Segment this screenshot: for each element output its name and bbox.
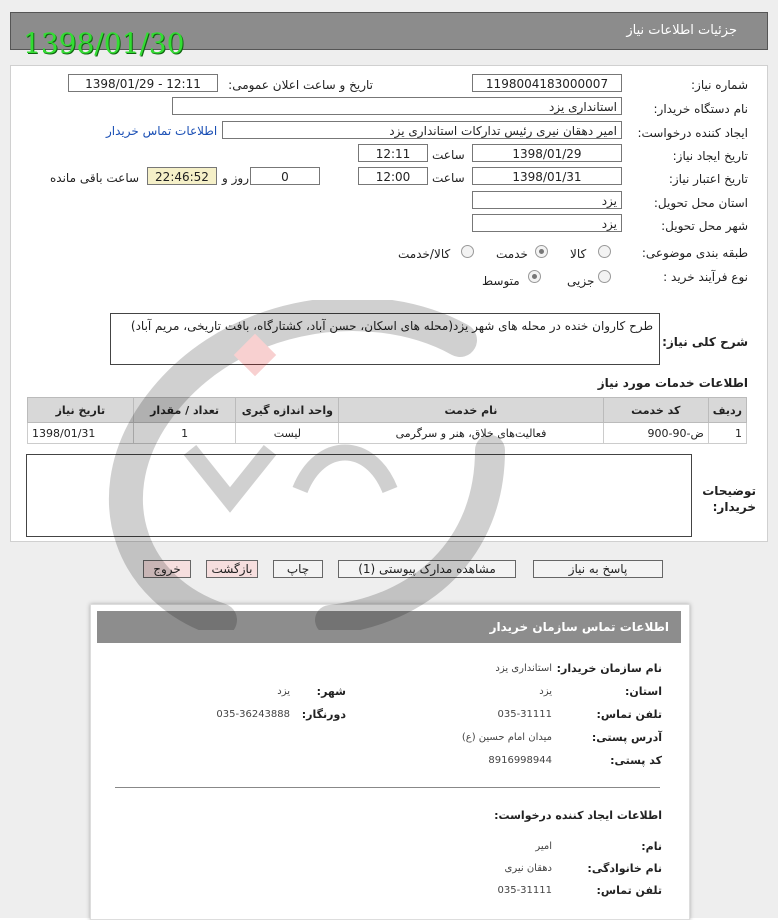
valid-date-field[interactable]: 1398/01/31: [472, 167, 622, 185]
col-qty: تعداد / مقدار: [133, 398, 236, 423]
contact-card-title: اطلاعات تماس سازمان خریدار: [489, 620, 669, 634]
need-number-label: شماره نیاز:: [691, 78, 748, 92]
creator-phone-value: 035-31111: [497, 885, 552, 896]
creator-name-label: نام:: [641, 840, 662, 853]
buyer-notes-textarea[interactable]: [26, 454, 692, 537]
process-option-medium: متوسط: [482, 274, 520, 288]
remaining-time-field: 22:46:52: [147, 167, 217, 185]
contact-card-header: [97, 611, 681, 643]
exit-button[interactable]: خروج: [143, 560, 191, 578]
contact-phone-value: 035-31111: [497, 709, 552, 720]
contact-city-value: یزد: [277, 686, 290, 697]
process-radio-medium[interactable]: [528, 270, 541, 283]
cell-name: فعالیت‌های خلاق، هنر و سرگرمی: [339, 423, 604, 444]
description-textarea[interactable]: طرح کاروان خنده در محله های شهر یزد(محله های اسکان، حسن آباد، کشتارگاه، بافت تاریخی، مریم آباد): [110, 313, 660, 365]
cell-date: 1398/01/31: [28, 423, 134, 444]
category-radio-service[interactable]: [535, 245, 548, 258]
header-date: 1398/01/30: [23, 27, 185, 60]
creator-field[interactable]: امیر دهقان نیری رئیس تدارکات استانداری یزد: [222, 121, 622, 139]
category-radio-both[interactable]: [461, 245, 474, 258]
attachments-button[interactable]: مشاهده مدارک پیوستی (1): [338, 560, 516, 578]
created-date-field[interactable]: 1398/01/29: [472, 144, 622, 162]
services-table: [27, 397, 747, 444]
creator-phone-label: تلفن تماس:: [596, 884, 662, 897]
valid-time-label: ساعت: [432, 171, 465, 185]
announce-label: تاریخ و ساعت اعلان عمومی:: [228, 78, 373, 92]
cell-code: ض-90-900: [603, 423, 708, 444]
col-date: تاریخ نیاز: [28, 398, 134, 423]
back-button[interactable]: بازگشت: [206, 560, 258, 578]
days-field[interactable]: 0: [250, 167, 320, 185]
category-option-service: خدمت: [496, 247, 528, 261]
province-label: استان محل تحویل:: [653, 196, 748, 210]
card-divider: [115, 787, 660, 788]
col-name: نام خدمت: [339, 398, 604, 423]
cell-row: 1: [708, 423, 746, 444]
buyer-org-label: نام دستگاه خریدار:: [653, 102, 748, 116]
city-label: شهر محل تحویل:: [661, 219, 748, 233]
contact-fax-value: 035-36243888: [216, 709, 290, 720]
description-label: شرح کلی نیاز:: [662, 335, 748, 349]
contact-org-value: استانداری یزد: [495, 663, 552, 674]
services-title: اطلاعات خدمات مورد نیاز: [597, 376, 748, 390]
contact-address-label: آدرس پستی:: [591, 731, 662, 744]
col-row: ردیف: [708, 398, 746, 423]
cell-qty: 1: [133, 423, 236, 444]
category-radio-goods[interactable]: [598, 245, 611, 258]
contact-postal-label: کد پستی:: [610, 754, 662, 767]
page-header: [10, 12, 768, 60]
creator-family-value: دهقان نیری: [504, 863, 552, 874]
process-label: نوع فرآیند خرید :: [663, 270, 748, 284]
valid-time-field[interactable]: 12:00: [358, 167, 428, 185]
city-field[interactable]: یزد: [472, 214, 622, 232]
creator-label: ایجاد کننده درخواست:: [637, 126, 748, 140]
category-option-both: کالا/خدمت: [398, 247, 451, 261]
contact-province-value: یزد: [539, 686, 552, 697]
services-header-row: [28, 398, 747, 423]
remaining-label: ساعت باقی مانده: [50, 171, 140, 185]
print-button[interactable]: چاپ: [273, 560, 323, 578]
province-field[interactable]: یزد: [472, 191, 622, 209]
days-label: روز و: [222, 171, 249, 185]
page-title: جزئیات اطلاعات نیاز: [626, 23, 737, 38]
contact-fax-label: دورنگار:: [301, 708, 346, 721]
contact-org-label: نام سازمان خریدار:: [556, 662, 662, 675]
process-radio-minor[interactable]: [598, 270, 611, 283]
contact-phone-label: تلفن تماس:: [596, 708, 662, 721]
category-option-goods: کالا: [570, 247, 587, 261]
created-time-field[interactable]: 12:11: [358, 144, 428, 162]
col-code: کد خدمت: [603, 398, 708, 423]
buyer-notes-label: توضیحات خریدار:: [702, 484, 756, 514]
contact-postal-value: 8916998944: [488, 755, 552, 766]
process-option-minor: جزیی: [567, 274, 595, 288]
reply-button[interactable]: پاسخ به نیاز: [533, 560, 663, 578]
table-row: [28, 423, 747, 444]
contact-city-label: شهر:: [316, 685, 346, 698]
creator-name-value: امیر: [535, 841, 552, 852]
contact-address-value: میدان امام حسین (ع): [461, 732, 552, 743]
col-unit: واحد اندازه گیری: [236, 398, 339, 423]
category-label: طبقه بندی موضوعی:: [641, 246, 748, 260]
need-number-field[interactable]: 1198004183000007: [472, 74, 622, 92]
creator-family-label: نام خانوادگی:: [587, 862, 662, 875]
creator-section-title: اطلاعات ایجاد کننده درخواست:: [494, 809, 662, 822]
cell-unit: لیست: [236, 423, 339, 444]
created-date-label: تاریخ ایجاد نیاز:: [672, 149, 748, 163]
valid-date-label: تاریخ اعتبار نیاز:: [668, 172, 748, 186]
created-time-label: ساعت: [432, 148, 465, 162]
announce-field[interactable]: 1398/01/29 - 12:11: [68, 74, 218, 92]
contact-province-label: استان:: [625, 685, 662, 698]
buyer-org-field[interactable]: استانداری یزد: [172, 97, 622, 115]
contact-buyer-link[interactable]: اطلاعات تماس خریدار: [106, 124, 218, 138]
